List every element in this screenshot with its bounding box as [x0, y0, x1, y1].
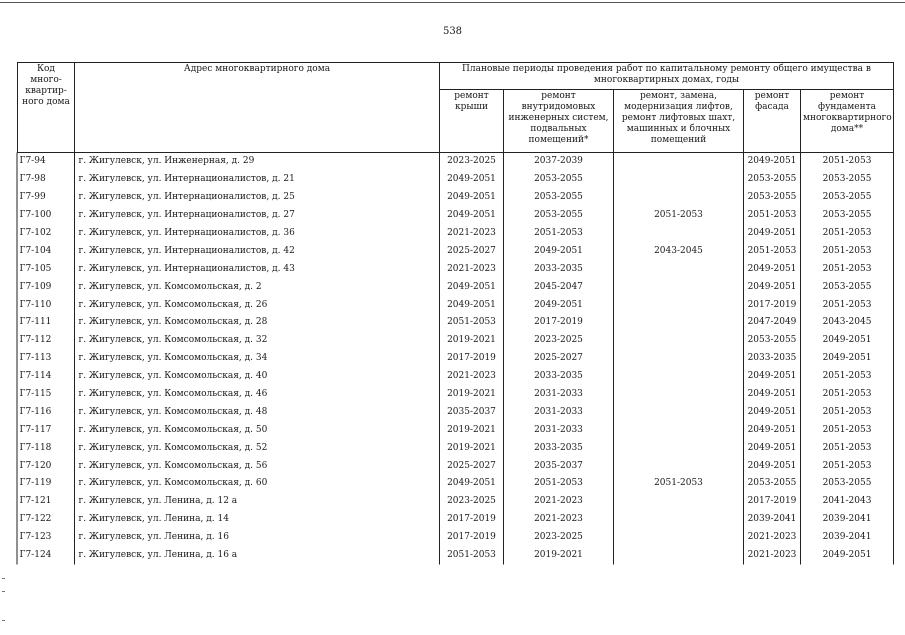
cell-address: г. Жигулевск, ул. Комсомольская, д. 56: [78, 460, 268, 471]
table-row: [18, 529, 894, 547]
cell-lifts: 2051-2053: [654, 478, 703, 489]
table-row: [18, 171, 894, 189]
cell-lifts: [614, 296, 744, 314]
cell-address: г. Жигулевск, ул. Комсомольская, д. 46: [78, 389, 268, 400]
cell-lifts: [614, 225, 744, 243]
cell-foundation: 2051-2053: [822, 442, 872, 453]
cell-facade: 2049-2051: [747, 281, 797, 292]
cell-address: г. Жигулевск, ул. Ленина, д. 16: [78, 532, 229, 543]
cell-roof: 2049-2051: [447, 281, 496, 292]
cell-systems: 2023-2025: [534, 335, 583, 346]
cell-foundation: 2053-2055: [822, 210, 872, 221]
cell-code: Г7-109: [19, 281, 52, 292]
cell-lifts: [614, 368, 744, 386]
cell-code: Г7-115: [19, 389, 52, 400]
cell-address: г. Жигулевск, ул. Инженерная, д. 29: [78, 156, 255, 167]
cell-address: г. Жигулевск, ул. Интернационалистов, д. 36: [78, 228, 295, 238]
cell-roof: 2025-2027: [447, 245, 496, 256]
cell-systems: 2031-2033: [534, 389, 583, 400]
scan-edge-mark: [2, 620, 5, 621]
cell-address: г. Жигулевск, ул. Комсомольская, д. 28: [78, 317, 268, 328]
cell-lifts: [614, 529, 744, 547]
cell-foundation: 2051-2053: [822, 263, 872, 274]
cell-facade: 2049-2051: [747, 460, 797, 471]
cell-lifts: [614, 189, 744, 207]
cell-facade: 2047-2049: [747, 317, 797, 328]
cell-code: Г7-100: [19, 210, 52, 221]
cell-lifts: [614, 386, 744, 404]
cell-systems: 2051-2053: [534, 228, 583, 238]
cell-facade: 2017-2019: [747, 496, 797, 507]
scan-edge-mark: [2, 578, 5, 579]
header-periods: Плановые периоды проведения работ по капитальному ремонту общего имущества в многоквартирных домах, годы: [440, 63, 894, 90]
cell-facade: 2049-2051: [747, 156, 797, 167]
table-row: [18, 296, 894, 314]
cell-roof: 2049-2051: [447, 210, 496, 221]
cell-foundation: 2053-2055: [822, 281, 872, 292]
cell-roof: 2035-2037: [447, 406, 496, 417]
cell-facade: 2049-2051: [747, 424, 797, 435]
header-lifts: ремонт, замена, модернизация лифтов, ремонт лифтовых шахт, машинных и блочных помещений: [614, 90, 744, 153]
cell-code: Г7-120: [19, 460, 52, 471]
cell-systems: 2033-2035: [534, 371, 583, 382]
table-header: [18, 63, 894, 153]
cell-code: Г7-114: [19, 371, 52, 382]
table-row: [18, 511, 894, 529]
cell-foundation: 2039-2041: [822, 514, 872, 525]
cell-roof: 2049-2051: [447, 299, 496, 310]
cell-code: Г7-105: [19, 263, 52, 274]
cell-code: Г7-98: [19, 174, 46, 185]
cell-code: Г7-102: [19, 228, 52, 238]
cell-code: Г7-117: [19, 424, 52, 435]
cell-roof: 2023-2025: [447, 156, 496, 167]
cell-address: г. Жигулевск, ул. Ленина, д. 14: [78, 514, 229, 525]
cell-roof: 2019-2021: [447, 335, 496, 346]
cell-address: г. Жигулевск, ул. Комсомольская, д. 60: [78, 478, 268, 489]
table-row: [18, 403, 894, 421]
cell-lifts: [614, 350, 744, 368]
table-row: [18, 314, 894, 332]
cell-roof: 2017-2019: [447, 353, 496, 364]
table-row: [18, 153, 894, 171]
cell-address: г. Жигулевск, ул. Ленина, д. 12 а: [78, 496, 238, 507]
cell-address: г. Жигулевск, ул. Комсомольская, д. 2: [78, 281, 262, 292]
cell-facade: 2033-2035: [747, 353, 797, 364]
cell-code: Г7-121: [19, 496, 52, 507]
cell-roof: 2021-2023: [447, 371, 496, 382]
cell-systems: 2025-2027: [534, 353, 583, 364]
cell-facade: 2049-2051: [747, 406, 797, 417]
cell-address: г. Жигулевск, ул. Комсомольская, д. 50: [78, 424, 268, 435]
table-row: [18, 225, 894, 243]
cell-facade: 2053-2055: [747, 335, 797, 346]
cell-facade: 2051-2053: [747, 210, 797, 221]
cell-foundation: 2041-2043: [822, 496, 872, 507]
table-row: [18, 386, 894, 404]
cell-systems: 2017-2019: [534, 317, 583, 328]
cell-lifts: [614, 332, 744, 350]
cell-foundation: 2039-2041: [822, 532, 872, 543]
cell-lifts: 2051-2053: [654, 210, 703, 221]
cell-foundation: 2051-2053: [822, 424, 872, 435]
header-systems: ремонт внутридомовых инженерных систем, подвальных помещений*: [504, 90, 614, 153]
table-body: [18, 153, 894, 565]
repair-schedule-table: [17, 62, 894, 564]
cell-address: г. Жигулевск, ул. Комсомольская, д. 52: [78, 442, 268, 453]
cell-lifts: [614, 171, 744, 189]
cell-address: г. Жигулевск, ул. Комсомольская, д. 26: [78, 299, 268, 310]
cell-code: Г7-118: [19, 442, 52, 453]
cell-facade: 2017-2019: [747, 299, 797, 310]
cell-lifts: [614, 421, 744, 439]
cell-facade: 2053-2055: [747, 192, 797, 203]
table-row: [18, 350, 894, 368]
cell-facade: 2049-2051: [747, 442, 797, 453]
cell-systems: 2053-2055: [534, 210, 583, 221]
cell-lifts: [614, 547, 744, 565]
cell-roof: 2019-2021: [447, 389, 496, 400]
cell-code: Г7-122: [19, 514, 52, 525]
cell-foundation: 2051-2053: [822, 245, 872, 256]
table-row: [18, 189, 894, 207]
cell-systems: 2021-2023: [534, 496, 583, 507]
cell-lifts: 2043-2045: [654, 245, 703, 256]
cell-facade: 2053-2055: [747, 174, 797, 185]
cell-systems: 2051-2053: [534, 478, 583, 489]
cell-roof: 2019-2021: [447, 424, 496, 435]
cell-roof: 2049-2051: [447, 192, 496, 203]
cell-code: Г7-104: [19, 245, 52, 256]
cell-foundation: 2043-2045: [822, 317, 872, 328]
cell-foundation: 2051-2053: [822, 299, 872, 310]
cell-lifts: [614, 439, 744, 457]
cell-roof: 2051-2053: [447, 317, 496, 328]
cell-systems: 2033-2035: [534, 263, 583, 274]
cell-foundation: 2049-2051: [822, 550, 872, 561]
cell-roof: 2019-2021: [447, 442, 496, 453]
table-row: [18, 332, 894, 350]
cell-roof: 2049-2051: [447, 174, 496, 185]
cell-address: г. Жигулевск, ул. Интернационалистов, д. 42: [78, 245, 295, 256]
cell-facade: 2049-2051: [747, 389, 797, 400]
cell-systems: 2053-2055: [534, 192, 583, 203]
cell-facade: 2049-2051: [747, 228, 797, 238]
cell-roof: 2021-2023: [447, 228, 496, 238]
cell-code: Г7-113: [19, 353, 52, 364]
cell-facade: 2021-2023: [747, 532, 797, 543]
table-row: [18, 493, 894, 511]
cell-systems: 2035-2037: [534, 460, 583, 471]
cell-systems: 2021-2023: [534, 514, 583, 525]
cell-foundation: 2053-2055: [822, 192, 872, 203]
cell-systems: 2019-2021: [534, 550, 583, 561]
cell-foundation: 2051-2053: [822, 156, 872, 167]
cell-lifts: [614, 314, 744, 332]
table-row: [18, 368, 894, 386]
cell-code: Г7-116: [19, 406, 52, 417]
page-top-rule: [0, 2, 905, 3]
cell-address: г. Жигулевск, ул. Комсомольская, д. 40: [78, 371, 268, 382]
cell-code: Г7-112: [19, 335, 52, 346]
cell-facade: 2053-2055: [747, 478, 797, 489]
header-facade: ремонт фасада: [744, 90, 801, 153]
cell-facade: 2049-2051: [747, 263, 797, 274]
cell-roof: 2049-2051: [447, 478, 496, 489]
cell-systems: 2049-2051: [534, 245, 583, 256]
cell-lifts: [614, 278, 744, 296]
cell-roof: 2051-2053: [447, 550, 496, 561]
cell-address: г. Жигулевск, ул. Ленина, д. 16 а: [78, 550, 238, 561]
table-row: [18, 439, 894, 457]
cell-foundation: 2051-2053: [822, 406, 872, 417]
cell-foundation: 2051-2053: [822, 460, 872, 471]
cell-systems: 2037-2039: [534, 156, 583, 167]
cell-code: Г7-111: [19, 317, 52, 328]
table-row: [18, 547, 894, 565]
header-roof: ремонт крыши: [440, 90, 504, 153]
header-code: Код много-квартир-ного дома: [18, 63, 75, 153]
header-foundation: ремонт фундамента многоквартирного дома**: [801, 90, 894, 153]
cell-roof: 2021-2023: [447, 263, 496, 274]
table-row: [18, 421, 894, 439]
cell-lifts: [614, 403, 744, 421]
cell-roof: 2017-2019: [447, 514, 496, 525]
table-row: [18, 475, 894, 493]
cell-facade: 2051-2053: [747, 245, 797, 256]
header-address: Адрес многоквартирного дома: [75, 63, 440, 153]
cell-lifts: [614, 493, 744, 511]
cell-systems: 2045-2047: [534, 281, 583, 292]
cell-systems: 2023-2025: [534, 532, 583, 543]
table-row: [18, 457, 894, 475]
cell-code: Г7-124: [19, 550, 52, 561]
cell-address: г. Жигулевск, ул. Интернационалистов, д. 21: [78, 174, 295, 185]
cell-systems: 2031-2033: [534, 406, 583, 417]
table-row: [18, 278, 894, 296]
cell-facade: 2049-2051: [747, 371, 797, 382]
cell-foundation: 2051-2053: [822, 371, 872, 382]
cell-code: Г7-94: [19, 156, 46, 167]
cell-lifts: [614, 457, 744, 475]
page-number: 538: [442, 26, 463, 37]
table-row: [18, 260, 894, 278]
cell-lifts: [614, 260, 744, 278]
cell-code: Г7-119: [19, 478, 52, 489]
cell-address: г. Жигулевск, ул. Интернационалистов, д. 43: [78, 263, 295, 274]
cell-foundation: 2053-2055: [822, 174, 872, 185]
cell-roof: 2017-2019: [447, 532, 496, 543]
cell-address: г. Жигулевск, ул. Комсомольская, д. 34: [78, 353, 268, 364]
table-row: [18, 242, 894, 260]
cell-address: г. Жигулевск, ул. Интернационалистов, д. 25: [78, 192, 295, 203]
cell-lifts: [614, 511, 744, 529]
cell-address: г. Жигулевск, ул. Интернационалистов, д. 27: [78, 210, 295, 221]
table-row: [18, 207, 894, 225]
cell-foundation: 2051-2053: [822, 389, 872, 400]
cell-facade: 2021-2023: [747, 550, 797, 561]
cell-roof: 2025-2027: [447, 460, 496, 471]
cell-foundation: 2049-2051: [822, 353, 872, 364]
cell-systems: 2033-2035: [534, 442, 583, 453]
cell-foundation: 2053-2055: [822, 478, 872, 489]
cell-lifts: [614, 153, 744, 171]
cell-facade: 2039-2041: [747, 514, 797, 525]
cell-systems: 2049-2051: [534, 299, 583, 310]
scan-edge-mark: [2, 591, 5, 592]
cell-systems: 2053-2055: [534, 174, 583, 185]
cell-foundation: 2049-2051: [822, 335, 872, 346]
cell-code: Г7-110: [19, 299, 52, 310]
cell-roof: 2023-2025: [447, 496, 496, 507]
cell-code: Г7-123: [19, 532, 52, 543]
cell-code: Г7-99: [19, 192, 46, 203]
cell-foundation: 2051-2053: [822, 228, 872, 238]
cell-address: г. Жигулевск, ул. Комсомольская, д. 32: [78, 335, 268, 346]
cell-systems: 2031-2033: [534, 424, 583, 435]
cell-address: г. Жигулевск, ул. Комсомольская, д. 48: [78, 406, 268, 417]
